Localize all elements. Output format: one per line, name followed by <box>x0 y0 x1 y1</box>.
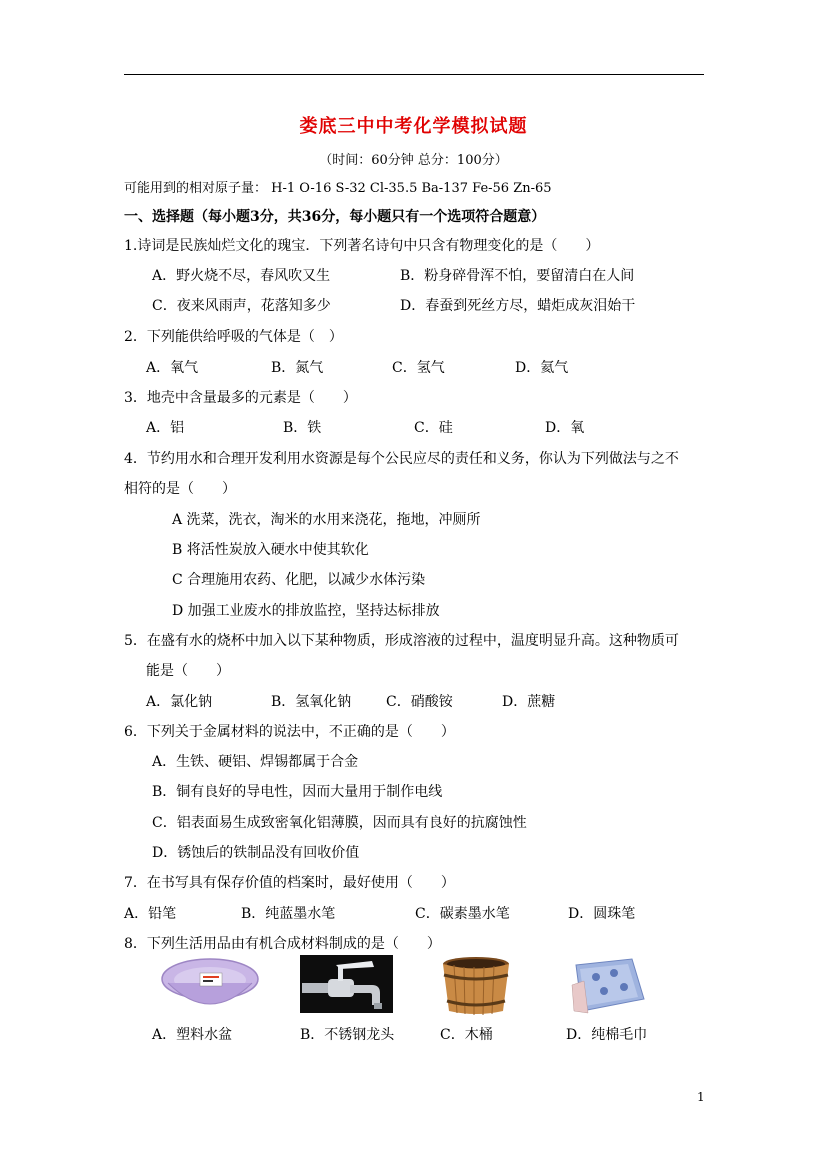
q2-option-c: C．氢气 <box>392 360 445 376</box>
q3-option-c: C．硅 <box>414 420 453 436</box>
steel-faucet-image <box>300 955 393 1013</box>
section-heading: 一、选择题（每小题3分，共36分，每小题只有一个选项符合题意） <box>124 209 546 225</box>
q1-option-a: A．野火烧不尽，春风吹又生 <box>152 268 331 284</box>
q7-option-c: C．碳素墨水笔 <box>415 906 510 922</box>
q5-stem-line1: 5．在盛有水的烧杯中加入以下某种物质，形成溶液的过程中，温度明显升高。这种物质可 <box>124 633 679 649</box>
q2-stem: 2．下列能供给呼吸的气体是（ ） <box>124 329 343 345</box>
exam-subtitle: （时间：60分钟 总分：100分） <box>319 153 508 168</box>
q3-option-d: D．氧 <box>545 420 585 436</box>
q4-option-c: C 合理施用农药、化肥，以减少水体污染 <box>172 572 426 588</box>
q3-option-b: B．铁 <box>283 420 322 436</box>
q7-option-d: D．圆珠笔 <box>568 906 636 922</box>
q8-option-b: B．不锈钢龙头 <box>300 1027 395 1043</box>
q8-option-a: A．塑料水盆 <box>152 1027 233 1043</box>
q7-stem: 7．在书写具有保存价值的档案时，最好使用（ ） <box>124 875 455 891</box>
q8-stem: 8．下列生活用品由有机合成材料制成的是（ ） <box>124 936 441 952</box>
q1-option-b: B．粉身碎骨浑不怕，要留清白在人间 <box>400 268 635 284</box>
plastic-basin-image <box>160 955 260 1013</box>
q5-option-a: A．氯化钠 <box>146 694 213 710</box>
q3-stem: 3．地壳中含量最多的元素是（ ） <box>124 390 357 406</box>
q5-option-d: D．蔗糖 <box>502 694 556 710</box>
q6-option-d: D．锈蚀后的铁制品没有回收价值 <box>152 845 360 861</box>
wooden-bucket-image <box>440 955 512 1015</box>
q1-option-c: C．夜来风雨声，花落知多少 <box>152 298 331 314</box>
atomic-masses: 可能用到的相对原子量： H-1 O-16 S-32 Cl-35.5 Ba-137 Fe-56 Zn-65 <box>124 181 552 196</box>
q7-option-a: A．铅笔 <box>124 906 177 922</box>
q6-option-a: A．生铁、硬铝、焊锡都属于合金 <box>152 754 359 770</box>
q4-option-b: B 将活性炭放入硬水中使其软化 <box>172 542 369 558</box>
q8-option-d: D．纯棉毛巾 <box>566 1027 648 1043</box>
q7-option-b: B．纯蓝墨水笔 <box>241 906 336 922</box>
cotton-towel-image <box>566 955 648 1015</box>
q3-option-a: A．铝 <box>146 420 185 436</box>
q6-option-b: B．铜有良好的导电性，因而大量用于制作电线 <box>152 784 443 800</box>
q4-stem-line1: 4．节约用水和合理开发利用水资源是每个公民应尽的责任和义务，你认为下列做法与之不 <box>124 451 679 467</box>
q5-option-b: B．氢氧化钠 <box>271 694 352 710</box>
q4-option-a: A 洗菜，洗衣，淘米的水用来浇花，拖地，冲厕所 <box>172 512 481 528</box>
q1-option-d: D．春蚕到死丝方尽，蜡炬成灰泪始干 <box>400 298 636 314</box>
q2-option-d: D．氦气 <box>515 360 569 376</box>
page-number: 1 <box>697 1090 705 1104</box>
q5-option-c: C．硝酸铵 <box>386 694 453 710</box>
exam-title: 娄底三中中考化学模拟试题 <box>299 116 528 137</box>
q2-option-b: B．氮气 <box>271 360 324 376</box>
q4-option-d: D 加强工业废水的排放监控，坚持达标排放 <box>172 603 440 619</box>
q6-option-c: C．铝表面易生成致密氧化铝薄膜，因而具有良好的抗腐蚀性 <box>152 815 527 831</box>
q4-stem-line2: 相符的是（ ） <box>124 481 236 497</box>
q1-stem: 1.诗词是民族灿烂文化的瑰宝．下列著名诗句中只含有物理变化的是（ ） <box>124 238 600 254</box>
header-rule <box>124 74 704 75</box>
q2-option-a: A．氧气 <box>146 360 199 376</box>
q8-option-c: C．木桶 <box>440 1027 493 1043</box>
q5-stem-line2: 能是（ ） <box>146 663 230 679</box>
q6-stem: 6．下列关于金属材料的说法中，不正确的是（ ） <box>124 724 455 740</box>
